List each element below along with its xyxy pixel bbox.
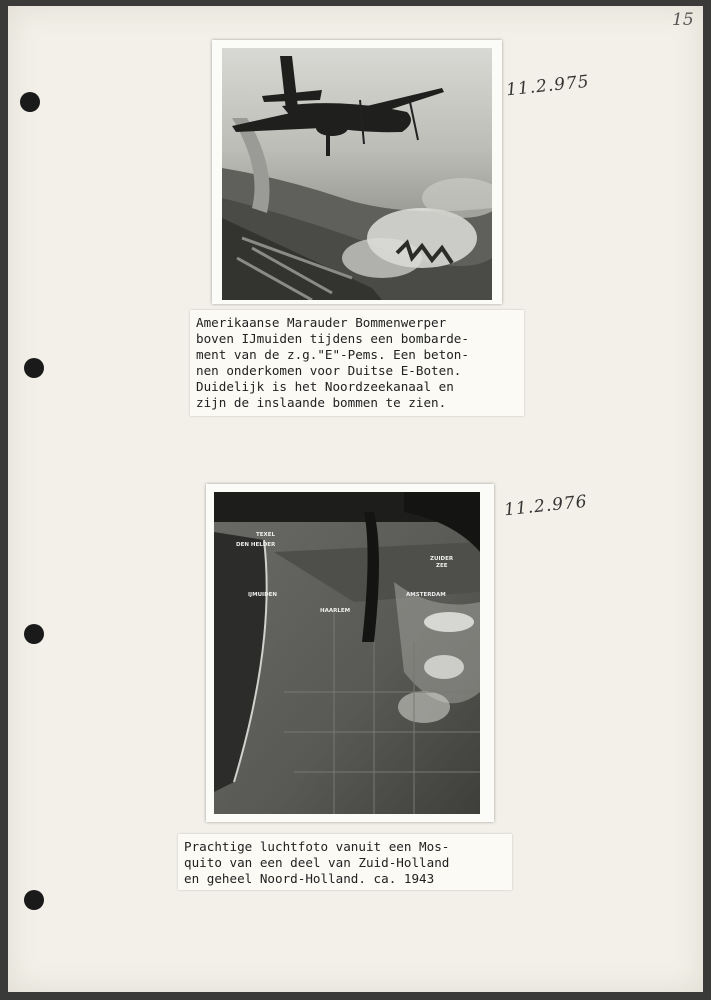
- caption-line: quito van een deel van Zuid-Holland: [184, 855, 450, 870]
- punch-hole: [24, 890, 44, 910]
- page-number: 15: [672, 10, 694, 30]
- photo-frame: [212, 40, 502, 304]
- photo-note: 11.2.976: [503, 491, 589, 521]
- map-label: IJMUIDEN: [248, 592, 278, 598]
- photo-note: 11.2.975: [505, 71, 591, 101]
- aerial-map-photo: [214, 492, 480, 814]
- map-label: TEXEL: [256, 532, 276, 538]
- map-label: ZUIDER: [430, 556, 454, 562]
- caption-line: ment van de z.g."E"-Pems. Een beton-: [196, 347, 469, 362]
- caption-line: boven IJmuiden tijdens een bombarde-: [196, 331, 469, 346]
- caption-line: Prachtige luchtfoto vanuit een Mos-: [184, 839, 450, 854]
- caption-line: zijn de inslaande bommen te zien.: [196, 395, 447, 410]
- punch-hole: [20, 92, 40, 112]
- album-page: [8, 6, 703, 992]
- map-label: ZEE: [436, 563, 448, 569]
- caption-line: Amerikaanse Marauder Bommenwerper: [196, 315, 447, 330]
- caption-line: nen onderkomen voor Duitse E-Boten.: [196, 363, 462, 378]
- bomber-photo: [222, 48, 492, 300]
- map-label: DEN HELDER: [236, 542, 276, 548]
- caption-line: Duidelijk is het Noordzeekanaal en: [196, 379, 454, 394]
- map-label: HAARLEM: [320, 608, 351, 614]
- photo-caption: [190, 310, 524, 416]
- map-label: AMSTERDAM: [406, 592, 446, 598]
- caption-line: en geheel Noord-Holland. ca. 1943: [184, 871, 435, 886]
- photo-frame: [206, 484, 494, 822]
- photo-caption: [178, 834, 512, 890]
- punch-hole: [24, 624, 44, 644]
- punch-hole: [24, 358, 44, 378]
